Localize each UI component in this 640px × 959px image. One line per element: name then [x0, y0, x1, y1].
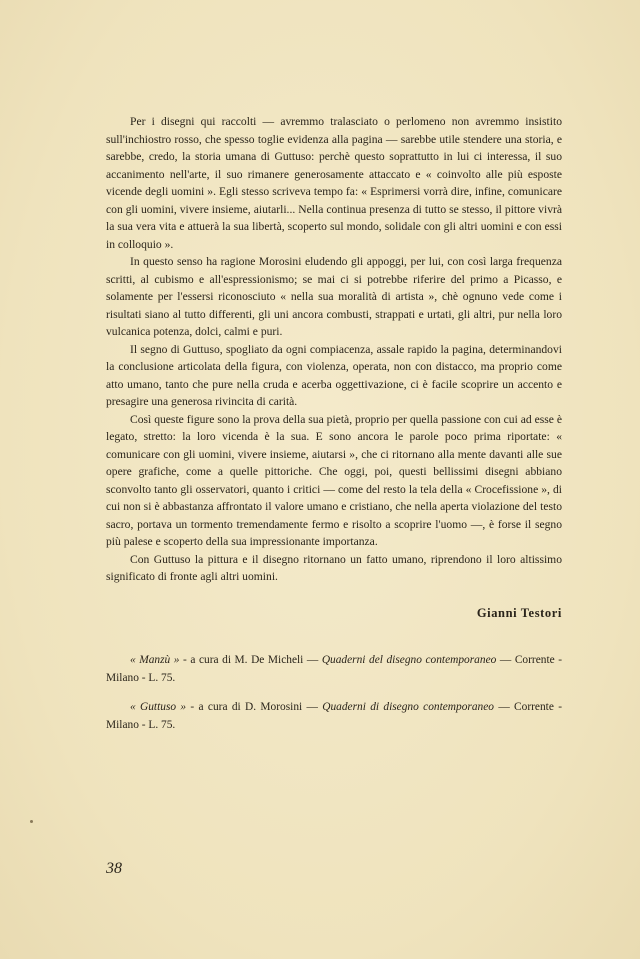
- author-first-name: Gianni: [476, 606, 518, 620]
- ref-curator: - a cura di M. De Micheli —: [179, 654, 322, 666]
- paragraph: Così queste figure sono la prova della sua pietà, proprio per quella passione con cui ad esse è legato, stretto: la loro vicenda è la sua. E sono ancora le parole poco prima riportate: « comunicare con gli uomini, vivere insieme, aiutarsi », che ci ritornano alla mente davanti alle sue opere grafiche, come a quelle pittoriche. Che oggi, poi, questi bellissimi disegni abbiano sconvolto tanto gli osservatori, quanto i critici — come del resto la tela della « Crocefissione », di cui non si è abbastanza affrontato il valore umano e cristiano, che nella aperta violazione del testo sacro, portava un tormento tremendamente fermo e risolto a scoprire l'uomo —, è forse il segno più palese e scoperto della sua impressionante importanza.: [106, 412, 562, 548]
- author-signature: [477, 606, 562, 621]
- page-number: 38: [106, 860, 122, 877]
- ref-publisher: — Corrente - Milano - L. 75.: [106, 701, 562, 731]
- paragraph: Con Guttuso la pittura e il disegno ritornano un fatto umano, riprendono il loro altissimo significato di fronte agli altri uomini.: [106, 552, 562, 583]
- paragraph: Il segno di Guttuso, spogliato da ogni compiacenza, assale rapido la pagina, determinandovi la conclusione articolata della figura, con violenza, operata, non con distacco, ma proprio come atto umano, tanto che pure nella cruda e acerba oggettivazione, ci è facile scoprire un accento e presagire una generosa rivincita di carità.: [106, 342, 562, 408]
- author-last-name: Testori: [520, 606, 562, 620]
- ref-series: Quaderni di disegno contemporaneo: [322, 701, 494, 713]
- paragraph: In questo senso ha ragione Morosini eludendo gli appoggi, per lui, con così larga frequenza scritti, al cubismo e all'espressionismo; se mai ci si potrebbe riferire del primo a Picasso, e solamente per l'essersi riconosciuto « nella sua moralità di artista », chè ognuno vede come i risultati siano al tutto differenti, gli uni ancora combusti, strappati e urtati, gli altri, pur nella loro vulcanica potenza, dolci, calmi e puri.: [106, 255, 562, 338]
- ref-title: « Guttuso »: [130, 701, 187, 713]
- ref-title: « Manzù »: [130, 654, 180, 666]
- ink-speck: [30, 820, 33, 823]
- ref-series: Quaderni del disegno contemporaneo: [321, 654, 497, 666]
- article-body: [106, 113, 562, 586]
- bibliography-entry: [106, 699, 562, 734]
- paragraph: Per i disegni qui raccolti — avremmo tralasciato o perlomeno non avremmo insistito sull'inchiostro rosso, che spesso toglie evidenza alla pagina — sarebbe utile stendere una storia, e sarebbe, credo, la storia umana di Guttuso: perchè questo soprattutto in lui ci interessa, il suo accanimento nell'arte, il suo rimanere generosamente attaccato e « coinvolto alle più esposte vicende degli uomini ». Egli stesso scriveva tempo fa: « Esprimersi vorrà dire, infine, comunicare con gli uomini, vivere insieme, aiutarli... Nella continua presenza di tutto se stesso, il pittore vivrà la sua vera vita e attuerà la sua libertà, scoperto sul mondo, solidale con gli altri uomini e con essi in colloquio ».: [106, 115, 562, 251]
- ref-curator: - a cura di D. Morosini —: [186, 701, 323, 713]
- bibliography: [106, 652, 562, 734]
- ref-publisher: — Corrente - Milano - L. 75.: [106, 654, 563, 684]
- bibliography-entry: [106, 652, 562, 687]
